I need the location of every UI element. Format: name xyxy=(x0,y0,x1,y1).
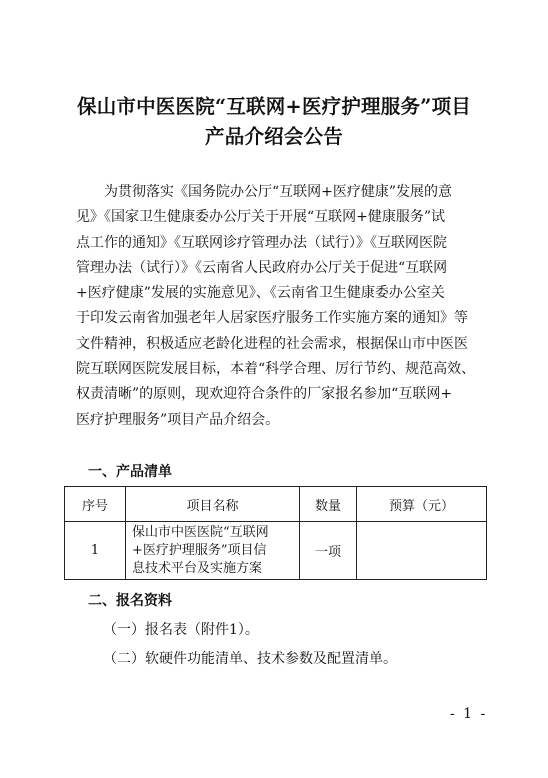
section-heading-registration: 二、报名资料 xyxy=(88,593,172,609)
header-seq: 序号 xyxy=(65,487,126,522)
cell-name xyxy=(126,522,300,580)
intro-line: 于印发云南省加强老年人居家医疗服务工作实施方案的通知》等 xyxy=(76,310,468,327)
intro-line: 见》《国家卫生健康委办公厅关于开展“互联网+健康服务”试 xyxy=(76,209,446,226)
title-line-2: 产品介绍会公告 xyxy=(205,125,343,148)
product-table xyxy=(64,486,487,580)
section-heading-product-list: 一、产品清单 xyxy=(88,464,172,480)
intro-line: 医疗护理服务”项目产品介绍会。 xyxy=(76,411,280,428)
cell-budget xyxy=(357,522,487,580)
header-qty: 数量 xyxy=(300,487,357,522)
intro-line: 文件精神，积极适应老龄化进程的社会需求，根据保山市中医医 xyxy=(76,335,468,352)
cell-name-line: 息技术平台及实施方案 xyxy=(132,560,263,576)
intro-line: 点工作的通知》《互联网诊疗管理办法（试行）》《互联网医院 xyxy=(76,234,447,251)
header-name: 项目名称 xyxy=(126,487,300,522)
registration-item: （二）软硬件功能清单、技术参数及配置清单。 xyxy=(103,651,397,667)
registration-item: （一）报名表（附件1）。 xyxy=(103,622,259,638)
cell-name-line: +医疗护理服务”项目信 xyxy=(132,542,267,558)
header-budget: 预算（元） xyxy=(357,487,487,522)
intro-line: +医疗健康”发展的实施意见》、《云南省卫生健康委办公室关 xyxy=(76,285,445,302)
page-number: - 1 - xyxy=(450,706,488,722)
intro-line: 管理办法（试行）》《云南省人民政府办公厅关于促进“互联网 xyxy=(76,259,448,276)
table-header-row xyxy=(65,487,487,522)
intro-line: 院互联网医院发展目标，本着“科学合理、厉行节约、规范高效、 xyxy=(76,361,476,378)
intro-paragraph xyxy=(76,180,476,433)
cell-seq: 1 xyxy=(65,522,126,580)
intro-line: 为贯彻落实《国务院办公厅“互联网+医疗健康”发展的意 xyxy=(104,184,453,200)
cell-qty: 一项 xyxy=(300,522,357,580)
table-row xyxy=(65,522,487,580)
cell-name-line: 保山市中医医院“互联网 xyxy=(132,524,269,540)
title-line-1: 保山市中医医院“互联网+医疗护理服务”项目 xyxy=(77,95,471,118)
document-title xyxy=(40,92,508,152)
intro-line: 权责清晰”的原则，现欢迎符合条件的厂家报名参加“互联网+ xyxy=(76,386,453,403)
